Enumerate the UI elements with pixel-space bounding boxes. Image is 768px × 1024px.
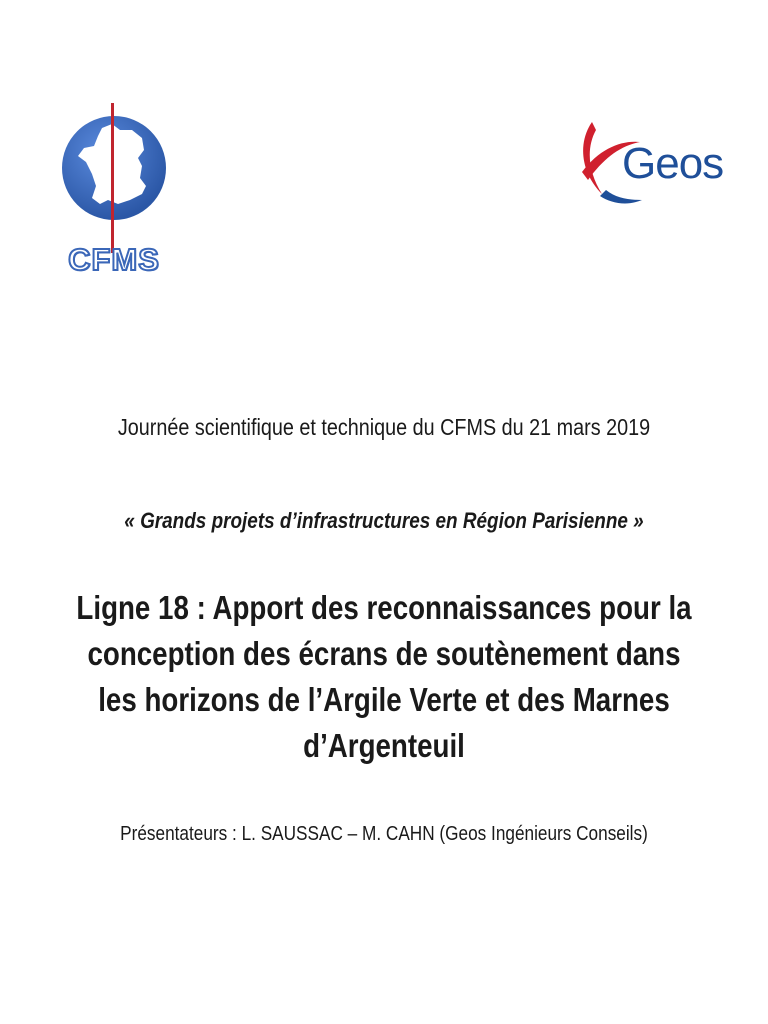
event-line: Journée scientifique et technique du CFMS du 21 mars 2019	[117, 414, 651, 440]
cfms-logo-text: CFMS	[68, 242, 160, 277]
geos-logo-text: Geos	[622, 139, 724, 188]
title-line: Ligne 18 : Apport des reconnaissances pour la	[76, 589, 692, 626]
theme-line: « Grands projets d’infrastructures en Région Parisienne »	[124, 508, 644, 533]
title-line: les horizons de l’Argile Verte et des Marnes	[98, 681, 670, 718]
meridian-line	[111, 103, 114, 253]
title-line: d’Argenteuil	[303, 727, 465, 764]
presenters-line: Présentateurs : L. SAUSSAC – M. CAHN (Geos Ingénieurs Conseils)	[120, 823, 648, 845]
title-line: conception des écrans de soutènement dans	[87, 635, 681, 672]
presentation-title	[0, 585, 768, 769]
